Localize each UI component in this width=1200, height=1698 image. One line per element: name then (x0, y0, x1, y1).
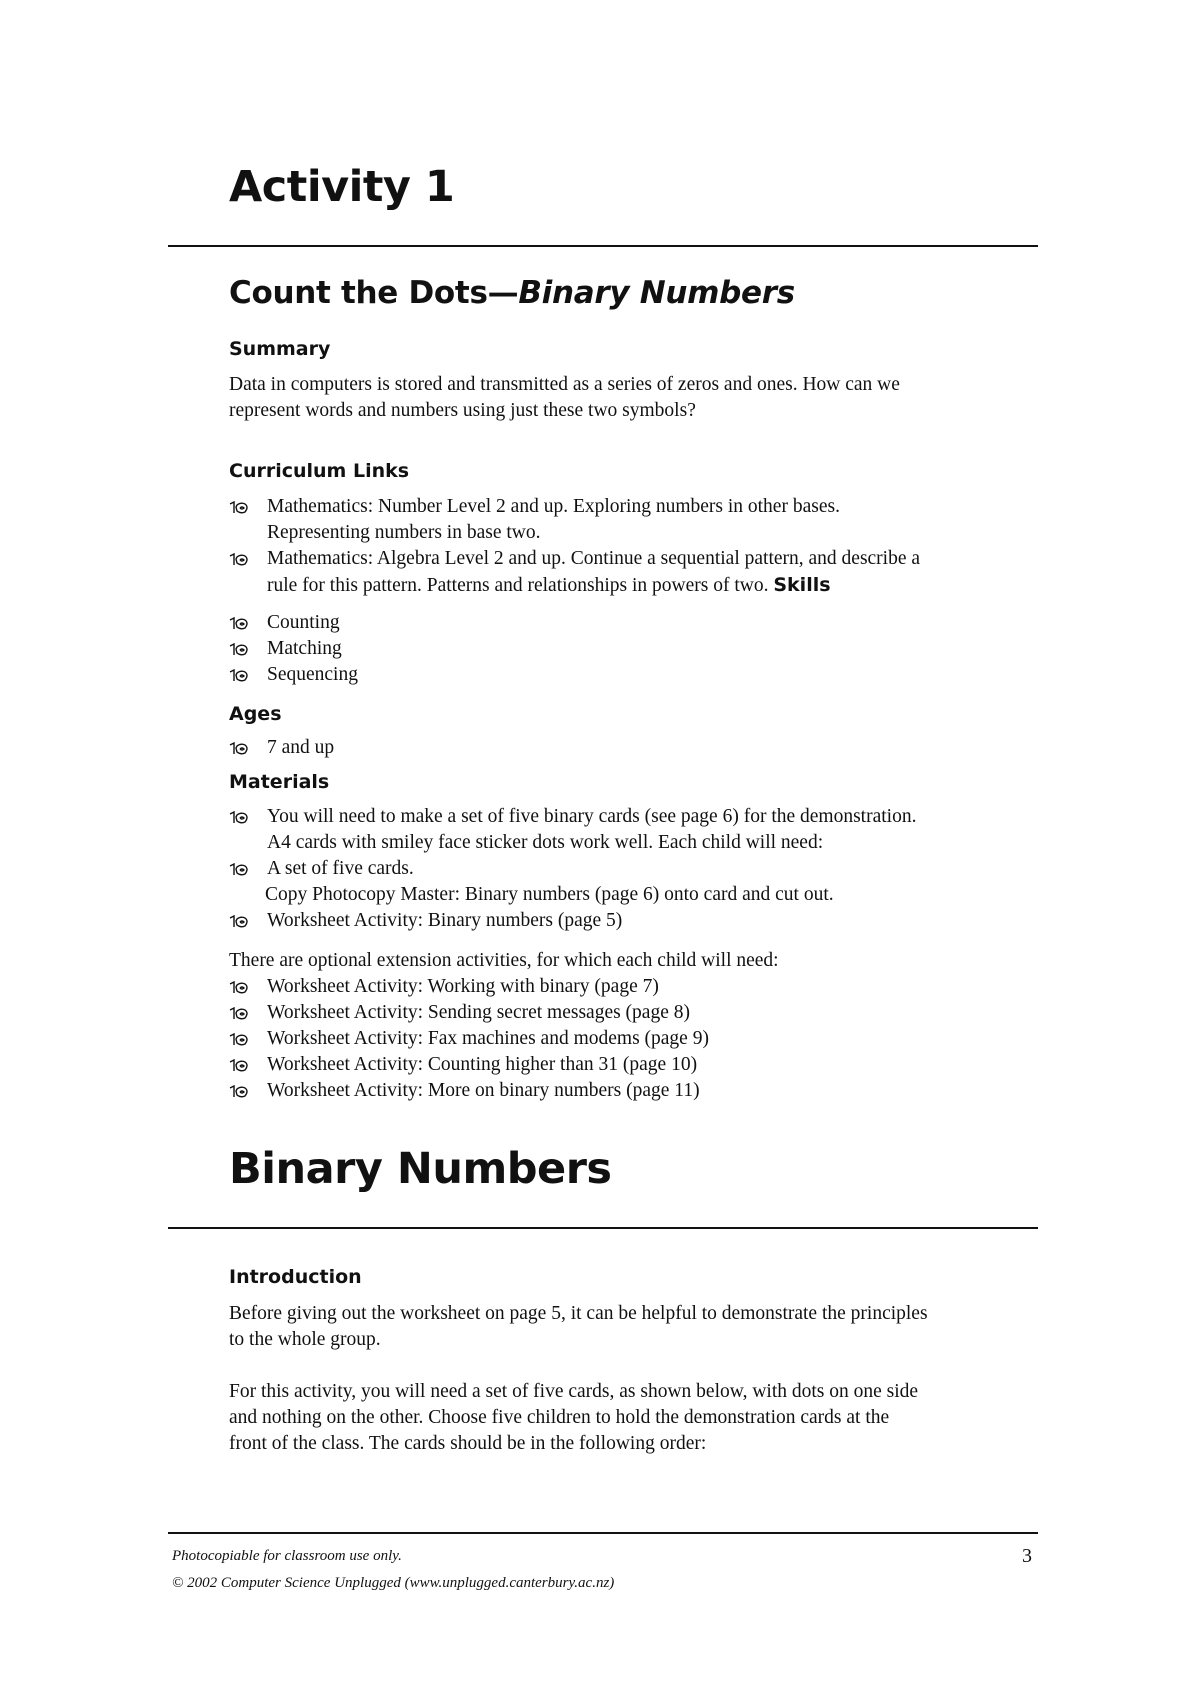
list-item (229, 546, 1029, 599)
list-item (229, 662, 1029, 688)
section-rule (168, 1227, 1038, 1229)
activity-title-italic: Binary Numbers (518, 275, 795, 311)
ages-list (229, 735, 1029, 761)
pointing-hand-icon (229, 617, 251, 630)
pointing-hand-icon (229, 981, 251, 994)
pointing-hand-icon (229, 643, 251, 656)
page-title: Activity 1 (229, 162, 455, 212)
pointing-hand-icon (229, 669, 251, 682)
list-item (229, 974, 1029, 1000)
pointing-hand-icon (229, 742, 251, 755)
list-item (229, 636, 1029, 662)
activity-title-main: Count the Dots— (229, 275, 519, 311)
list-item (229, 494, 1029, 546)
pointing-hand-icon (229, 1085, 251, 1098)
introduction-paragraph (229, 1301, 1029, 1353)
list-item-text: Mathematics: Number Level 2 and up. Exploring numbers in other bases. (267, 496, 840, 517)
list-item-text: Worksheet Activity: Counting higher than 31 (page 10) (267, 1054, 698, 1075)
list-item-text: Mathematics: Algebra Level 2 and up. Continue a sequential pattern, and describe a (267, 548, 921, 569)
list-item (229, 856, 1029, 908)
footer-note: Photocopiable for classroom use only. (172, 1548, 402, 1564)
skills-heading: Skills (773, 574, 831, 596)
summary-text (229, 372, 1029, 424)
list-item (229, 610, 1029, 636)
curriculum-heading: Curriculum Links (229, 460, 410, 482)
materials-heading: Materials (229, 771, 330, 793)
list-item-text: A4 cards with smiley face sticker dots work well. Each child will need: (267, 832, 824, 853)
list-item-text: 7 and up (267, 737, 335, 758)
list-item-text: Worksheet Activity: More on binary numbers (page 11) (267, 1080, 700, 1101)
summary-line: Data in computers is stored and transmitted as a series of zeros and ones. How can we (229, 374, 900, 395)
list-item-text: Copy Photocopy Master: Binary numbers (page 6) onto card and cut out. (265, 884, 834, 905)
pointing-hand-icon (229, 1033, 251, 1046)
summary-line: represent words and numbers using just these two symbols? (229, 400, 696, 421)
pointing-hand-icon (229, 811, 251, 824)
list-item-text: A set of five cards. (267, 858, 414, 879)
page-number: 3 (1022, 1545, 1032, 1567)
footer-copyright: © 2002 Computer Science Unplugged (www.unplugged.canterbury.ac.nz) (172, 1575, 615, 1591)
list-item-text: Worksheet Activity: Sending secret messages (page 8) (267, 1002, 690, 1023)
title-rule (168, 245, 1038, 247)
list-item-text: Worksheet Activity: Fax machines and modems (page 9) (267, 1028, 709, 1049)
list-item-text: Sequencing (267, 664, 358, 685)
list-item (229, 1078, 1029, 1104)
pointing-hand-icon (229, 1007, 251, 1020)
pointing-hand-icon (229, 501, 251, 514)
list-item-text: rule for this pattern. Patterns and relationships in powers of two. (267, 575, 769, 596)
list-item-text: Counting (267, 612, 340, 633)
list-item (229, 1052, 1029, 1078)
text-line: For this activity, you will need a set of five cards, as shown below, with dots on one side (229, 1381, 919, 1402)
list-item-text: Representing numbers in base two. (267, 522, 541, 543)
footer-rule (168, 1532, 1038, 1534)
optional-list (229, 974, 1029, 1104)
list-item (229, 735, 1029, 761)
summary-heading: Summary (229, 338, 331, 360)
section-title: Binary Numbers (229, 1144, 612, 1194)
text-line: Before giving out the worksheet on page 5, it can be helpful to demonstrate the principles (229, 1303, 928, 1324)
list-item-text: Matching (267, 638, 342, 659)
skills-list (229, 610, 1029, 688)
optional-intro: There are optional extension activities, for which each child will need: (229, 950, 779, 971)
list-item-text: Worksheet Activity: Binary numbers (page 5) (267, 910, 623, 931)
text-line: to the whole group. (229, 1329, 381, 1350)
pointing-hand-icon (229, 1059, 251, 1072)
text-line: and nothing on the other. Choose five children to hold the demonstration cards at the (229, 1407, 890, 1428)
introduction-heading: Introduction (229, 1266, 362, 1288)
list-item (229, 908, 1029, 934)
list-item (229, 1026, 1029, 1052)
text-line: front of the class. The cards should be in the following order: (229, 1433, 707, 1454)
list-item-text: Worksheet Activity: Working with binary (page 7) (267, 976, 659, 997)
list-item-text: You will need to make a set of five binary cards (see page 6) for the demonstration. (267, 806, 917, 827)
pointing-hand-icon (229, 915, 251, 928)
list-item (229, 804, 1029, 856)
ages-heading: Ages (229, 703, 282, 725)
pointing-hand-icon (229, 863, 251, 876)
materials-list (229, 804, 1029, 934)
pointing-hand-icon (229, 553, 251, 566)
curriculum-list (229, 494, 1029, 599)
list-item (229, 1000, 1029, 1026)
introduction-paragraph (229, 1379, 1029, 1457)
activity-title (229, 275, 795, 311)
